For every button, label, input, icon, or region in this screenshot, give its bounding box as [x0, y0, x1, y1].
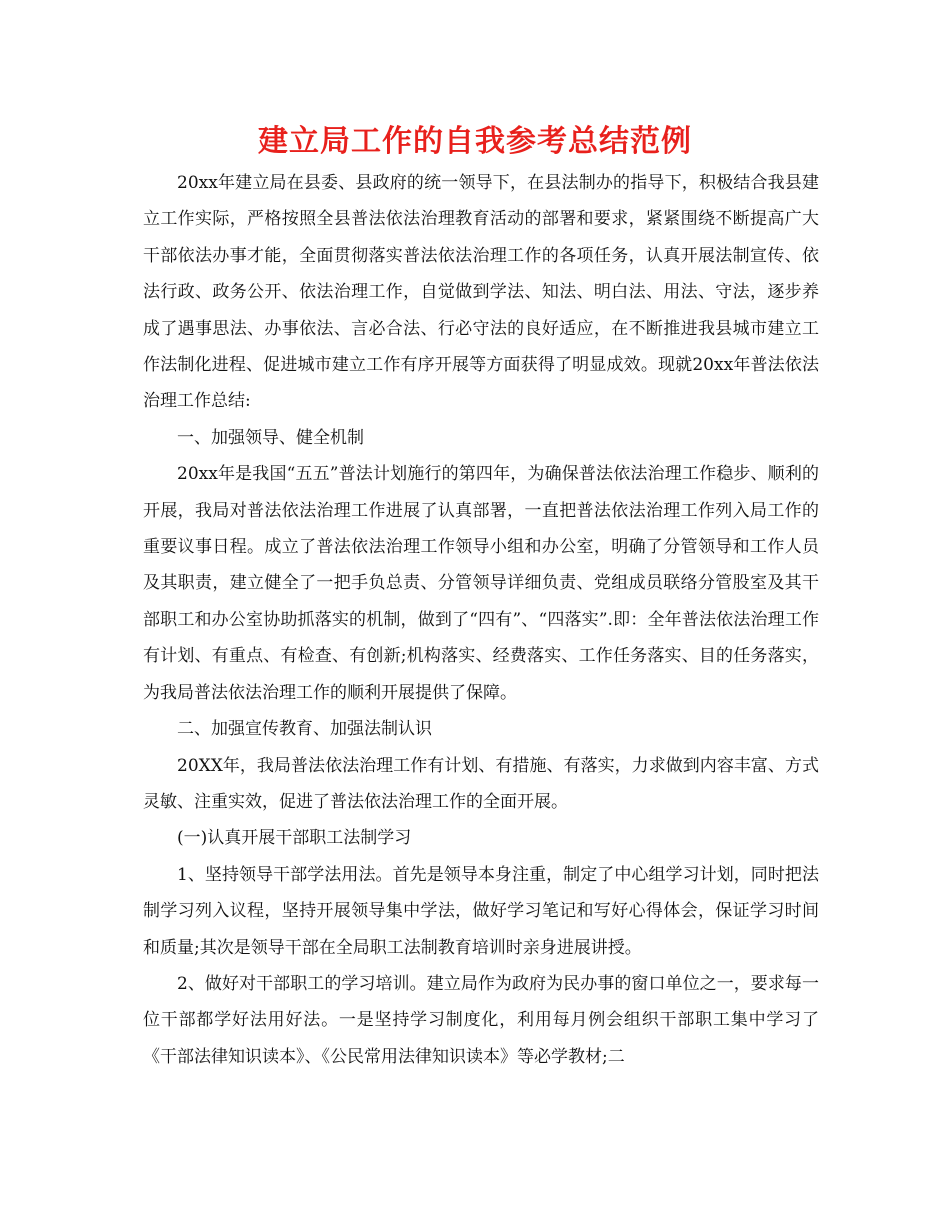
paragraph-section-2: 20XX年，我局普法依法治理工作有计划、有措施、有落实，力求做到内容丰富、方式灵敏、注重实效，促进了普法依法治理工作的全面开展。	[143, 755, 819, 812]
heading-subsection-1: (一)认真开展干部职工法制学习	[177, 828, 412, 849]
paragraph-item-2: 2、做好对干部职工的学习培训。建立局作为政府为民办事的窗口单位之一，要求每一位干部都学好法用好法。一是坚持学习制度化，利用每月例会组织干部职工集中学习了《干部法律知识读本》、《公民常用法律知识读本》等必学教材;二	[143, 973, 819, 1067]
paragraph-intro: 20xx年建立局在县委、县政府的统一领导下，在县法制办的指导下，积极结合我县建立工作实际，严格按照全县普法依法治理教育活动的部署和要求，紧紧围绕不断提高广大干部依法办事才能，全面贯彻落实普法依法治理工作的各项任务，认真开展法制宣传、依法行政、政务公开、依法治理工作，自觉做到学法、知法、明白法、用法、守法，逐步养成了遇事思法、办事依法、言必合法、行必守法的良好适应，在不断推进我县城市建立工作法制化进程、促进城市建立工作有序开展等方面获得了明显成效。现就20xx年普法依法治理工作总结:	[143, 173, 819, 412]
heading-section-2: 二、加强宣传教育、加强法制认识	[177, 719, 432, 740]
document-body	[143, 165, 819, 1075]
paragraph-section-1: 20xx年是我国“五五”普法计划施行的第四年，为确保普法依法治理工作稳步、顺利的开展，我局对普法依法治理工作进展了认真部署，一直把普法依法治理工作列入局工作的重要议事日程。成立了普法依法治理工作领导小组和办公室，明确了分管领导和工作人员及其职责，建立健全了一把手负总责、分管领导详细负责、党组成员联络分管股室及其干部职工和办公室协助抓落实的机制，做到了“四有”、“四落实”.即：全年普法依法治理工作有计划、有重点、有检查、有创新;机构落实、经费落实、工作任务落实、目的任务落实，为我局普法依法治理工作的顺利开展提供了保障。	[143, 464, 819, 703]
document-title: 建立局工作的自我参考总结范例	[258, 124, 692, 159]
paragraph-item-1: 1、坚持领导干部学法用法。首先是领导本身注重，制定了中心组学习计划，同时把法制学习列入议程，坚持开展领导集中学法，做好学习笔记和写好心得体会，保证学习时间和质量;其次是领导干部在全局职工法制教育培训时亲身进展讲授。	[143, 864, 819, 958]
heading-section-1: 一、加强领导、健全机制	[177, 427, 364, 448]
